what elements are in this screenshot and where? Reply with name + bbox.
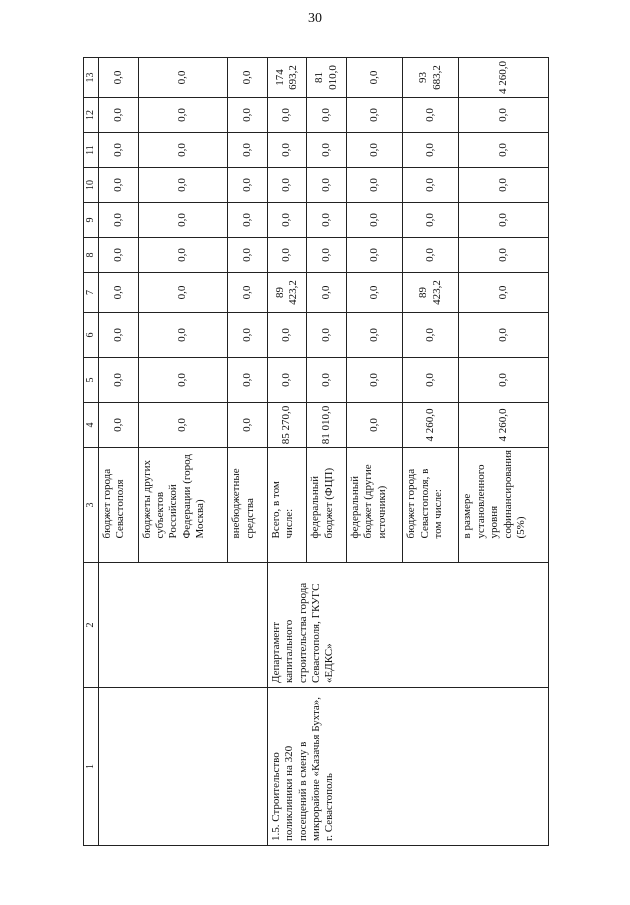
value-cell: 0,0 — [346, 358, 402, 403]
value-cell: 0,0 — [228, 273, 268, 313]
value-cell: 0,0 — [459, 168, 549, 203]
value-cell: 0,0 — [267, 168, 307, 203]
value-cell: 89 423,2 — [403, 273, 459, 313]
source-label: бюджеты других субъектов Российской Федерации (город Москва) — [138, 448, 228, 543]
value-cell: 0,0 — [346, 58, 402, 98]
value-cell: 0,0 — [138, 133, 228, 168]
value-cell: 93 683,2 — [403, 58, 459, 98]
value-cell: 0,0 — [228, 203, 268, 238]
value-cell: 0,0 — [403, 168, 459, 203]
value-cell: 0,0 — [267, 98, 307, 133]
value-cell: 0,0 — [346, 403, 402, 448]
column-number: 4 — [84, 403, 99, 448]
rotated-table-container — [83, 58, 549, 846]
value-cell: 0,0 — [99, 358, 139, 403]
spacer-cell — [99, 543, 139, 563]
column-number: 7 — [84, 273, 99, 313]
page-number: 30 — [308, 11, 322, 26]
spacer-cell — [228, 543, 268, 563]
value-cell: 0,0 — [138, 168, 228, 203]
value-cell: 85 270,0 — [267, 403, 307, 448]
value-cell: 0,0 — [99, 313, 139, 358]
value-cell: 0,0 — [228, 133, 268, 168]
column-number: 13 — [84, 58, 99, 98]
column-number-row — [84, 58, 99, 846]
source-label: федеральный бюджет (ФЦП) — [307, 448, 347, 543]
value-cell: 0,0 — [228, 168, 268, 203]
value-cell: 0,0 — [346, 168, 402, 203]
value-cell: 0,0 — [138, 203, 228, 238]
executor-name: Департамент капитального строительства города Севастополя, ГКУГС «ЕДКС» — [267, 563, 548, 688]
value-cell: 0,0 — [138, 358, 228, 403]
value-cell: 0,0 — [228, 238, 268, 273]
value-cell: 0,0 — [459, 273, 549, 313]
value-cell: 0,0 — [403, 203, 459, 238]
value-cell: 89 423,2 — [267, 273, 307, 313]
value-cell: 0,0 — [267, 313, 307, 358]
spacer-cell — [403, 543, 459, 563]
spacer-cell — [346, 543, 402, 563]
executor-cell-empty — [99, 563, 268, 688]
value-cell: 0,0 — [307, 203, 347, 238]
source-label: Всего, в том числе: — [267, 448, 307, 543]
value-cell: 0,0 — [459, 98, 549, 133]
table-row — [267, 58, 307, 846]
funding-table — [83, 57, 549, 846]
value-cell: 4 260,0 — [403, 403, 459, 448]
value-cell: 0,0 — [138, 58, 228, 98]
value-cell: 0,0 — [99, 403, 139, 448]
value-cell: 0,0 — [403, 133, 459, 168]
column-number: 5 — [84, 358, 99, 403]
value-cell: 174 693,2 — [267, 58, 307, 98]
column-number: 11 — [84, 133, 99, 168]
value-cell: 0,0 — [138, 98, 228, 133]
value-cell: 0,0 — [346, 238, 402, 273]
source-label: внебюджетные средства — [228, 448, 268, 543]
value-cell: 0,0 — [267, 203, 307, 238]
value-cell: 0,0 — [228, 98, 268, 133]
spacer-cell — [459, 543, 549, 563]
value-cell: 0,0 — [99, 168, 139, 203]
value-cell: 0,0 — [138, 273, 228, 313]
value-cell: 0,0 — [346, 273, 402, 313]
source-label: бюджет города Севастополя, в том числе: — [403, 448, 459, 543]
value-cell: 0,0 — [346, 98, 402, 133]
value-cell: 0,0 — [267, 133, 307, 168]
value-cell: 0,0 — [99, 58, 139, 98]
value-cell: 0,0 — [307, 98, 347, 133]
value-cell: 0,0 — [459, 313, 549, 358]
source-label: федеральный бюджет (другие источники) — [346, 448, 402, 543]
value-cell: 0,0 — [228, 358, 268, 403]
value-cell: 0,0 — [307, 168, 347, 203]
value-cell: 0,0 — [307, 358, 347, 403]
value-cell: 0,0 — [99, 98, 139, 133]
column-number: 2 — [84, 563, 99, 688]
value-cell: 0,0 — [138, 238, 228, 273]
measure-cell-empty — [99, 688, 268, 846]
column-number: 12 — [84, 98, 99, 133]
measure-name: 1.5. Строительство поликлиники на 320 посещений в смену в микрорайоне «Казачья Бухта», г. Севастополь — [267, 688, 548, 846]
value-cell: 0,0 — [403, 313, 459, 358]
spacer-cell — [267, 543, 307, 563]
value-cell: 0,0 — [99, 273, 139, 313]
value-cell: 0,0 — [459, 203, 549, 238]
value-cell: 0,0 — [267, 238, 307, 273]
value-cell: 0,0 — [307, 273, 347, 313]
value-cell: 0,0 — [459, 358, 549, 403]
value-cell: 81 010,0 — [307, 403, 347, 448]
spacer-cell — [138, 543, 228, 563]
value-cell: 0,0 — [459, 133, 549, 168]
spacer-cell — [307, 543, 347, 563]
column-number: 6 — [84, 313, 99, 358]
value-cell: 0,0 — [346, 203, 402, 238]
value-cell: 0,0 — [99, 238, 139, 273]
value-cell: 0,0 — [403, 238, 459, 273]
value-cell: 0,0 — [267, 358, 307, 403]
value-cell: 0,0 — [307, 133, 347, 168]
value-cell: 0,0 — [346, 313, 402, 358]
column-number: 10 — [84, 168, 99, 203]
value-cell: 0,0 — [99, 133, 139, 168]
value-cell: 0,0 — [403, 358, 459, 403]
value-cell: 0,0 — [138, 313, 228, 358]
value-cell: 0,0 — [346, 133, 402, 168]
value-cell: 0,0 — [459, 238, 549, 273]
value-cell: 0,0 — [228, 403, 268, 448]
column-number: 8 — [84, 238, 99, 273]
value-cell: 0,0 — [228, 313, 268, 358]
value-cell: 0,0 — [99, 203, 139, 238]
column-number: 1 — [84, 688, 99, 846]
source-label: бюджет города Севастополя — [99, 448, 139, 543]
value-cell: 81 010,0 — [307, 58, 347, 98]
table-row — [99, 58, 139, 846]
value-cell: 0,0 — [307, 238, 347, 273]
funding-table-body — [84, 58, 549, 846]
value-cell: 0,0 — [403, 98, 459, 133]
column-number: 3 — [84, 448, 99, 563]
value-cell: 0,0 — [307, 313, 347, 358]
value-cell: 0,0 — [228, 58, 268, 98]
value-cell: 4 260,0 — [459, 403, 549, 448]
value-cell: 4 260,0 — [459, 58, 549, 98]
column-number: 9 — [84, 203, 99, 238]
source-label: в размере установленного уровня софинансирования (5%) — [459, 448, 549, 543]
value-cell: 0,0 — [138, 403, 228, 448]
